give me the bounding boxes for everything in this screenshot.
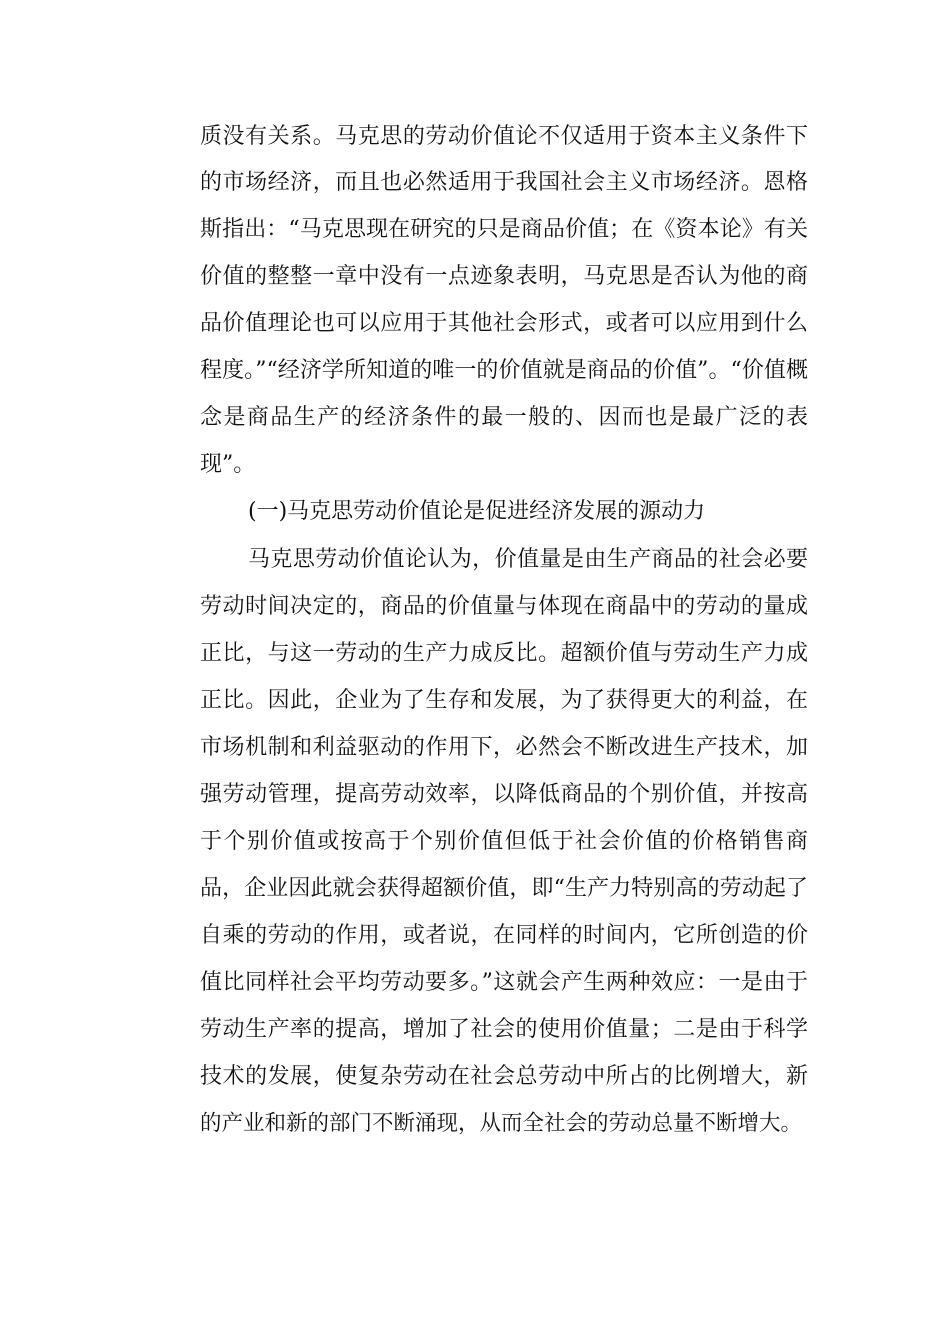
section-heading: (一)马克思劳动价值论是促进经济发展的源动力 [248, 499, 706, 524]
body-text-line: 品价值理论也可以应用于其他社会形式，或者可以应用到什么 [200, 311, 808, 336]
body-text-line: 斯指出：“马克思现在研究的只是商品价值；在《资本论》有关 [200, 217, 808, 242]
body-text-line: 市场机制和利益驱动的作用下，必然会不断改进生产技术，加 [200, 735, 808, 760]
body-text-line: 正比。因此，企业为了生存和发展，为了获得更大的利益，在 [200, 688, 808, 713]
body-text-line: 念是商品生产的经济条件的最一般的、因而也是最广泛的表 [200, 405, 808, 430]
body-text-line: 现”。 [200, 452, 256, 477]
body-text-line: 价值的整整一章中没有一点迹象表明，马克思是否认为他的商 [200, 264, 808, 289]
body-text-line: 程度。”“经济学所知道的唯一的价值就是商品的价值”。“价值概 [200, 358, 808, 383]
body-text-line: 自乘的劳动的作用，或者说，在同样的时间内，它所创造的价 [200, 923, 808, 948]
body-text-line: 强劳动管理，提高劳动效率，以降低商品的个别价值，并按高 [200, 782, 808, 807]
body-text-line: 质没有关系。马克思的劳动价值论不仅适用于资本主义条件下 [200, 124, 808, 149]
body-text-line: 值比同样社会平均劳动要多。”这就会产生两种效应：一是由于 [200, 970, 808, 995]
body-text-line: 技术的发展，使复杂劳动在社会总劳动中所占的比例增大，新 [200, 1064, 808, 1089]
body-text-line: 的产业和新的部门不断涌现，从而全社会的劳动总量不断增大。 [200, 1111, 803, 1136]
body-text-line: 马克思劳动价值论认为，价值量是由生产商品的社会必要 [248, 547, 808, 572]
body-text-line: 的市场经济，而且也必然适用于我国社会主义市场经济。恩格 [200, 170, 808, 195]
body-text-line: 劳动生产率的提高，增加了社会的使用价值量；二是由于科学 [200, 1017, 808, 1042]
body-text-line: 品，企业因此就会获得超额价值，即“生产力特别高的劳动起了 [200, 876, 808, 901]
body-text-line: 于个别价值或按高于个别价值但低于社会价值的价格销售商 [200, 829, 808, 854]
body-text-line: 正比，与这一劳动的生产力成反比。超额价值与劳动生产力成 [200, 641, 808, 666]
body-text-line: 劳动时间决定的，商品的价值量与体现在商晶中的劳动的量成 [200, 594, 808, 619]
